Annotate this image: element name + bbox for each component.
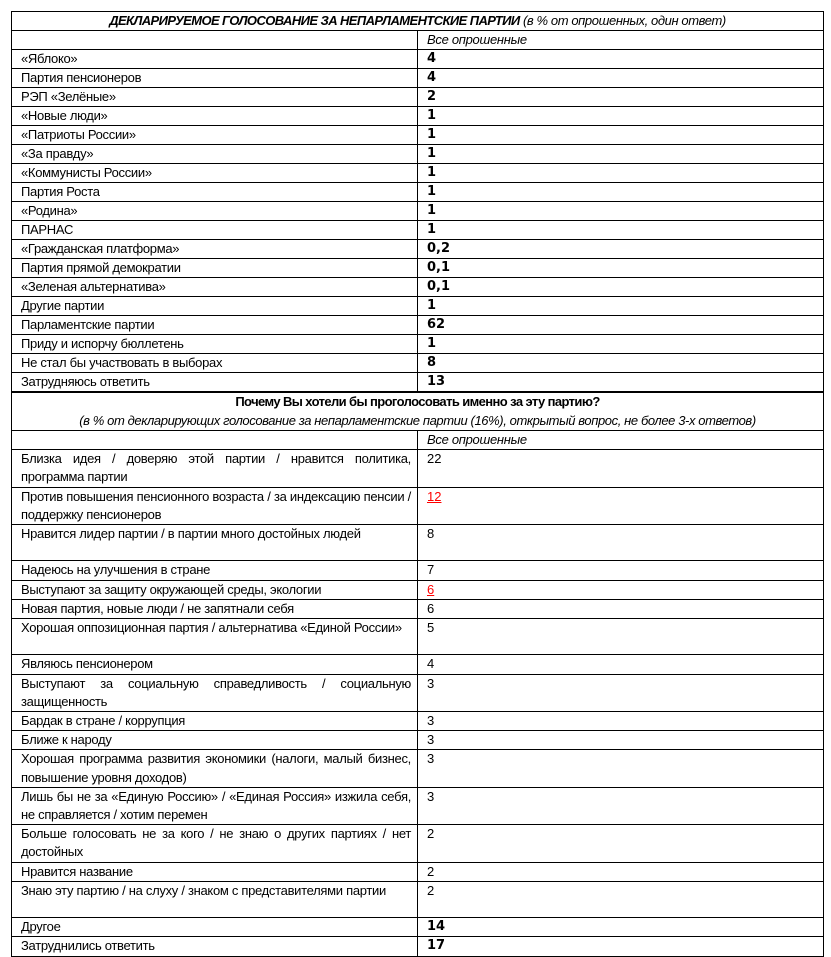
row-label: «Патриоты России» [12,126,418,145]
row-value: 1 [418,145,824,164]
table-row [12,731,824,750]
table-row [12,674,824,711]
reasons-table [11,392,824,957]
column-header-row [12,431,824,450]
table-row [12,937,824,956]
row-label: «Родина» [12,202,418,221]
column-header: Все опрошенные [418,31,824,50]
row-value: 5 [418,619,824,655]
table-row [12,881,824,917]
table-row [12,655,824,674]
row-value: 1 [418,164,824,183]
row-label: Близка идея / доверяю этой партии / нравится политика, программа партии [12,450,418,487]
table-row [12,107,824,126]
table-row [12,599,824,618]
row-label: «Коммунисты России» [12,164,418,183]
row-value: 1 [418,202,824,221]
table-row [12,69,824,88]
row-value: 4 [418,69,824,88]
table-title-text: Почему Вы хотели бы проголосовать именно за эту партию? [235,394,600,409]
table-subtitle: (в % от декларирующих голосование за непарламентские партии (16%), открытый вопрос, не более 3-х ответов) [79,412,756,428]
row-value: 4 [418,50,824,69]
row-value: 62 [418,316,824,335]
table-row [12,221,824,240]
row-value: 0,1 [418,278,824,297]
table-row [12,450,824,487]
row-value: 8 [418,354,824,373]
row-value: 2 [418,825,824,862]
row-value: 22 [418,450,824,487]
row-value: 3 [418,731,824,750]
row-label: Выступают за социальную справедливость / социальную защищенность [12,674,418,711]
row-value: 3 [418,787,824,824]
row-label: Являюсь пенсионером [12,655,418,674]
row-label: Ближе к народу [12,731,418,750]
row-label: Партия Роста [12,183,418,202]
table-row [12,354,824,373]
table-row [12,164,824,183]
row-label: Партия прямой демократии [12,259,418,278]
row-value: 17 [418,937,824,956]
row-label: Нравится название [12,862,418,881]
table-row [12,825,824,862]
table-subtitle: (в % от опрошенных, один ответ) [522,13,726,28]
row-value: 7 [418,561,824,580]
row-value: 1 [418,221,824,240]
table-row [12,619,824,655]
row-value: 0,2 [418,240,824,259]
row-value: 1 [418,126,824,145]
row-value: 3 [418,712,824,731]
row-label: Партия пенсионеров [12,69,418,88]
row-label: «За правду» [12,145,418,164]
table-title-text: ДЕКЛАРИРУЕМОЕ ГОЛОСОВАНИЕ ЗА НЕПАРЛАМЕНТСКИЕ ПАРТИИ [109,13,520,28]
table-row [12,787,824,824]
table-row [12,202,824,221]
table-title [12,12,824,31]
row-label: Надеюсь на улучшения в стране [12,561,418,580]
row-label: Другие партии [12,297,418,316]
row-label: Парламентские партии [12,316,418,335]
row-value: 1 [418,335,824,354]
table-title-row [12,393,824,431]
row-label: Лишь бы не за «Единую Россию» / «Единая Россия» изжила себя, не справляется / хотим перемен [12,787,418,824]
empty-header-cell [12,31,418,50]
row-value: 4 [418,655,824,674]
row-label: Не стал бы участвовать в выборах [12,354,418,373]
table-title [12,393,824,431]
row-value: 6 [418,599,824,618]
row-label: Выступают за защиту окружающей среды, экологии [12,580,418,599]
row-value: 2 [418,88,824,107]
row-label: РЭП «Зелёные» [12,88,418,107]
row-label: Знаю эту партию / на слуху / знаком с представителями партии [12,881,418,917]
empty-header-cell [12,431,418,450]
row-label: Бардак в стране / коррупция [12,712,418,731]
table-row [12,259,824,278]
table-row [12,145,824,164]
row-value: 8 [418,525,824,561]
row-value: 3 [418,750,824,787]
highlighted-value: 12 [427,488,442,504]
row-value [418,580,824,599]
table-row [12,297,824,316]
table-row [12,750,824,787]
row-label: «Новые люди» [12,107,418,126]
highlighted-value: 6 [427,581,435,597]
table-row [12,580,824,599]
row-label: Хорошая программа развития экономики (налоги, малый бизнес, повышение уровня доходов) [12,750,418,787]
row-label: Затруднились ответить [12,937,418,956]
table-row [12,335,824,354]
row-value: 1 [418,107,824,126]
column-header: Все опрошенные [418,431,824,450]
row-label: Нравится лидер партии / в партии много достойных людей [12,525,418,561]
table-row [12,88,824,107]
table-row [12,862,824,881]
table-row [12,373,824,392]
row-label: «Яблоко» [12,50,418,69]
row-label: ПАРНАС [12,221,418,240]
table-row [12,240,824,259]
column-header-row [12,31,824,50]
row-value: 1 [418,183,824,202]
table-row [12,183,824,202]
nonparliamentary-vote-table [11,11,824,392]
row-label: «Зеленая альтернатива» [12,278,418,297]
table-row [12,918,824,937]
row-label: Приду и испорчу бюллетень [12,335,418,354]
row-label: «Гражданская платформа» [12,240,418,259]
table-row [12,278,824,297]
row-value: 14 [418,918,824,937]
row-value: 0,1 [418,259,824,278]
row-label: Новая партия, новые люди / не запятнали себя [12,599,418,618]
row-label: Хорошая оппозиционная партия / альтернатива «Единой России» [12,619,418,655]
row-value: 2 [418,881,824,917]
row-value: 13 [418,373,824,392]
row-value: 2 [418,862,824,881]
table-title-row [12,12,824,31]
table-row [12,487,824,524]
row-label: Другое [12,918,418,937]
table-row [12,126,824,145]
row-value: 1 [418,297,824,316]
row-label: Затрудняюсь ответить [12,373,418,392]
table-row [12,316,824,335]
table-row [12,712,824,731]
row-value [418,487,824,524]
row-value: 3 [418,674,824,711]
table-row [12,561,824,580]
row-label: Больше голосовать не за кого / не знаю о других партиях / нет достойных [12,825,418,862]
table-row [12,50,824,69]
row-label: Против повышения пенсионного возраста / за индексацию пенсии / поддержку пенсионеров [12,487,418,524]
table-row [12,525,824,561]
